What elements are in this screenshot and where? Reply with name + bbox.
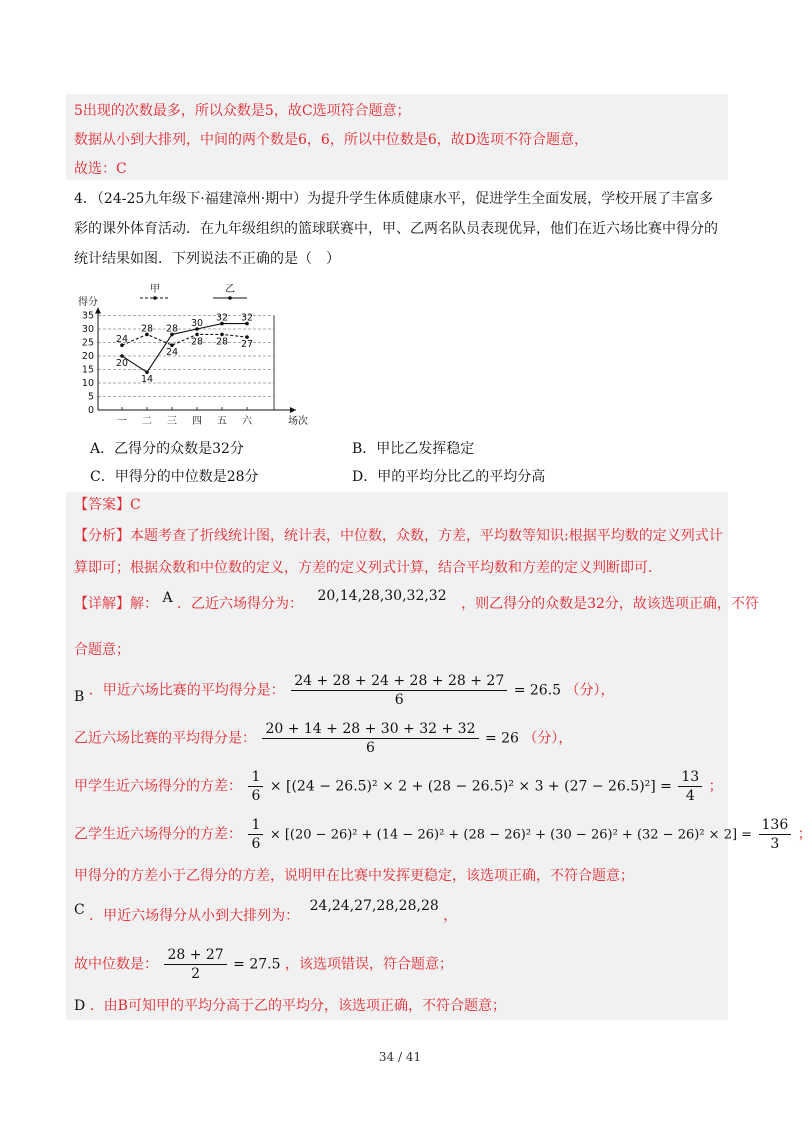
- question-line: 彩的课外体育活动．在九年级组织的篮球联赛中，甲、乙两名队员表现优异，他们在近六场比赛中得分的: [74, 221, 718, 237]
- detail-b-text: 甲学生近六场得分的方差：: [74, 778, 242, 795]
- fraction-denominator: 6: [251, 788, 261, 804]
- legend-marker-yi: [228, 296, 232, 300]
- y-tick-label: 20: [81, 351, 94, 362]
- punctuation: ，: [443, 908, 458, 924]
- legend-label-jia: 甲: [150, 284, 160, 295]
- option-a[interactable]: A．乙得分的众数是32分: [90, 441, 244, 457]
- option-b[interactable]: B．甲比乙发挥稳定: [352, 441, 475, 457]
- line-chart: [70, 280, 308, 440]
- legend-label-yi: 乙: [225, 284, 235, 295]
- x-tick-label: 一: [117, 416, 127, 427]
- data-label-jia: 28: [140, 323, 154, 335]
- jia-average-fraction: [291, 672, 507, 709]
- x-axis-label: 场次: [288, 416, 308, 427]
- fraction-numerator: 24 + 28 + 24 + 28 + 28 + 27: [291, 672, 507, 691]
- fraction-denominator: 6: [366, 740, 375, 756]
- unit: （分），: [565, 682, 615, 699]
- analysis-line: 【分析】本题考查了折线统计图，统计表，中位数，众数，方差，平均数等知识:根据平均数的定义列式计: [74, 528, 723, 544]
- yi-variance-expression: × [(20 − 26)² + (14 − 26)² + (28 − 26)² + (30 − 26)² + (32 − 26)² × 2] =: [269, 827, 753, 843]
- x-axis-arrow: [290, 407, 296, 413]
- detail-c-line: [74, 898, 458, 924]
- detail-a-line: [74, 588, 759, 614]
- fraction-numerator: 136: [759, 816, 792, 835]
- yi-scores: 20,14,28,30,32,32: [317, 588, 447, 604]
- yi-variance-result: [759, 816, 792, 853]
- option-label-d: D: [74, 998, 86, 1014]
- y-axis-label: 得分: [78, 297, 98, 308]
- fraction-denominator: 4: [685, 788, 695, 804]
- option-label-a: A: [162, 590, 173, 606]
- data-label-jia: 27: [240, 339, 254, 351]
- analysis-line: 算即可；根据众数和中位数的定义，方差的定义列式计算，结合平均数和方差的定义判断即可．: [74, 560, 662, 576]
- fraction-denominator: 3: [770, 836, 780, 852]
- x-tick-label: 三: [167, 416, 177, 427]
- detail-b-text: 乙学生近六场得分的方差：: [74, 826, 242, 843]
- detail-b-line: [74, 816, 812, 853]
- x-tick-label: 二: [142, 416, 152, 427]
- detail-d-text: ．由B可知甲的平均分高于乙的平均分，该选项正确，不符合题意；: [89, 998, 506, 1014]
- y-tick-label: 10: [81, 378, 94, 389]
- jia-sorted-scores: 24,24,27,28,28,28: [309, 898, 439, 914]
- page-number: 34 / 41: [378, 1050, 422, 1064]
- detail-c-text: ．甲近六场得分从小到大排列为：: [89, 908, 300, 924]
- jia-variance-expression: × [(24 − 26.5)² × 2 + (28 − 26.5)² × 3 + (27 − 26.5)²] =: [269, 778, 672, 795]
- unit: （分），: [523, 730, 573, 747]
- data-label-jia: 28: [215, 336, 229, 348]
- data-label-jia: 28: [190, 336, 204, 348]
- question-line: 统计结果如图．下列说法不正确的是（ ）: [74, 251, 340, 267]
- detail-prefix: 【详解】解：: [74, 596, 158, 612]
- detail-b-text: 乙近六场比赛的平均得分是：: [74, 730, 256, 747]
- fraction-numerator: 28 + 27: [164, 946, 226, 965]
- solution-line: 5出现的次数最多，所以众数是5，故C选项符合题意；: [74, 103, 411, 119]
- detail-b-text: ．甲近六场比赛的平均得分是：: [88, 682, 285, 699]
- detail-b-line: [74, 768, 723, 805]
- detail-c-text: 故中位数是：: [74, 956, 158, 973]
- fraction-numerator: 20 + 14 + 28 + 30 + 32 + 32: [262, 720, 478, 739]
- fraction-denominator: 6: [251, 836, 261, 852]
- detail-c-line: [74, 946, 453, 983]
- option-d[interactable]: D．甲的平均分比乙的平均分高: [352, 469, 546, 485]
- median-result: = 27.5: [233, 956, 281, 973]
- fraction-denominator: 2: [191, 966, 201, 982]
- detail-b-line: [74, 720, 572, 757]
- y-tick-label: 15: [81, 364, 94, 376]
- jia-variance-result: [678, 768, 702, 805]
- data-label-jia: 24: [165, 347, 179, 359]
- option-label-c: C: [74, 902, 85, 918]
- y-tick-label: 0: [87, 405, 94, 416]
- y-tick-label: 30: [81, 324, 94, 335]
- detail-c-text: ，该选项错误，符合题意；: [284, 956, 453, 973]
- fraction-numerator: 13: [678, 768, 702, 787]
- jia-average-result: = 26.5: [513, 682, 562, 699]
- solution-line: 数据从小到大排列，中间的两个数是6，6，所以中位数是6，故D选项不符合题意，: [74, 132, 588, 148]
- fraction-numerator: 1: [248, 768, 263, 787]
- y-tick-label: 5: [87, 391, 94, 403]
- data-label-yi: 28: [165, 323, 179, 335]
- detail-b-line: [74, 672, 615, 709]
- yi-average-result: = 26: [484, 730, 519, 747]
- punctuation: ；: [708, 778, 723, 795]
- solution-line: 故选：C: [74, 161, 127, 177]
- question-line: 4．（24-25九年级下·福建漳州·期中）为提升学生体质健康水平，促进学生全面发展，学校开展了丰富多: [74, 191, 714, 207]
- data-label-yi: 30: [190, 318, 204, 329]
- detail-a-text: ，则乙得分的众数是32分，故该选项正确，不符: [461, 596, 759, 612]
- x-tick-label: 六: [242, 416, 252, 427]
- yi-average-fraction: [262, 720, 478, 757]
- data-label-jia: 24: [115, 334, 129, 346]
- data-label-yi: 14: [140, 374, 154, 386]
- data-label-yi: 20: [115, 358, 129, 369]
- answer-line: 【答案】C: [74, 497, 141, 513]
- legend-marker-jia: [153, 296, 157, 300]
- y-tick-label: 25: [81, 337, 94, 349]
- punctuation: ；: [797, 826, 812, 843]
- data-label-yi: 32: [240, 312, 254, 324]
- fraction-numerator: 1: [248, 816, 263, 835]
- detail-a-text: ．乙近六场得分为：: [177, 596, 304, 612]
- detail-b-conclusion: 甲得分的方差小于乙得分的方差，说明甲在比赛中发挥更稳定，该选项正确，不符合题意；: [74, 868, 634, 884]
- y-tick-label: 35: [81, 310, 94, 322]
- one-sixth-fraction: [248, 816, 263, 853]
- option-label-b: B: [74, 688, 85, 705]
- one-sixth-fraction: [248, 768, 263, 805]
- median-fraction: [164, 946, 226, 983]
- x-tick-label: 四: [192, 416, 202, 427]
- y-axis-arrow: [95, 308, 101, 314]
- x-tick-label: 五: [217, 416, 227, 427]
- fraction-denominator: 6: [394, 692, 404, 708]
- option-c[interactable]: C．甲得分的中位数是28分: [90, 469, 259, 485]
- detail-a-line: 合题意；: [74, 642, 130, 658]
- detail-d-line: [74, 996, 506, 1016]
- data-label-yi: 32: [215, 312, 229, 324]
